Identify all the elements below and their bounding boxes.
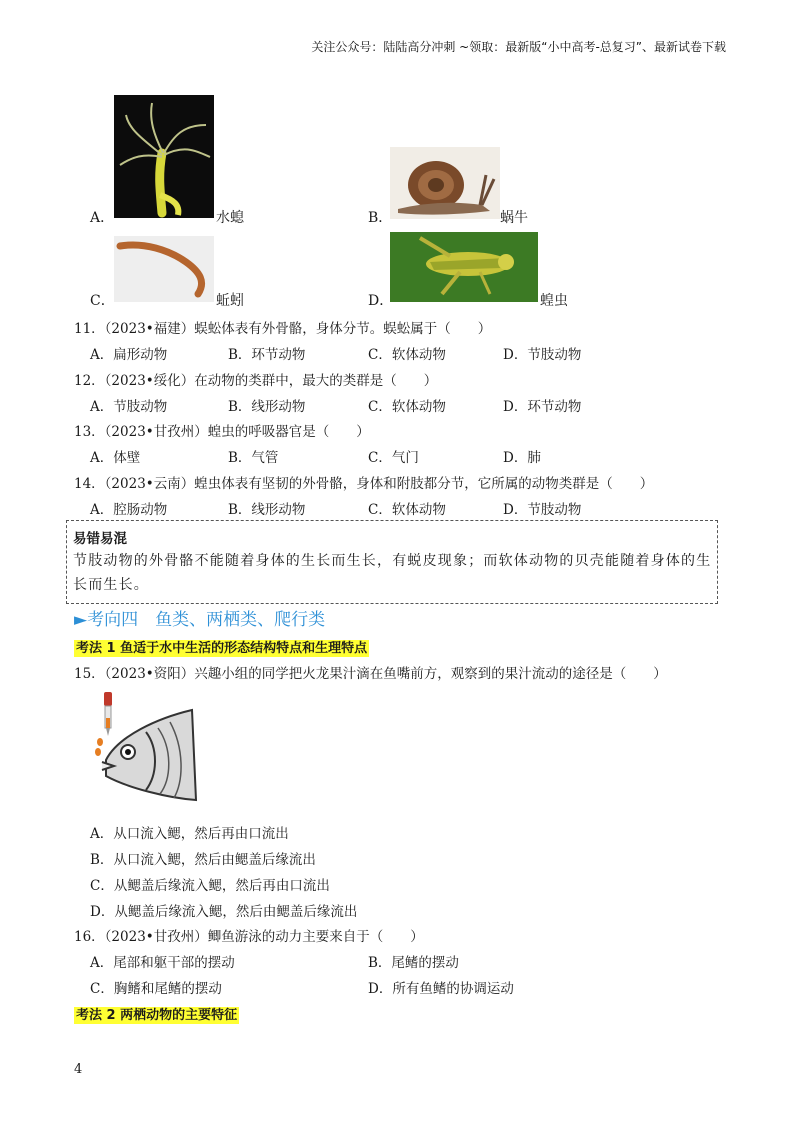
- q15-option-a[interactable]: A．从口流入鳃，然后再由口流出: [90, 826, 289, 842]
- option-d-letter[interactable]: D．: [368, 293, 394, 309]
- q11-option-a[interactable]: A．扁形动物: [90, 347, 168, 363]
- q16-stem: 16．（2023•甘孜州）鲫鱼游泳的动力主要来自于（ ）: [74, 929, 424, 945]
- q12-option-c[interactable]: C．软体动物: [368, 399, 446, 415]
- option-c-letter[interactable]: C．: [90, 293, 115, 309]
- q14-option-c[interactable]: C．软体动物: [368, 502, 446, 518]
- hydra-image: [114, 95, 214, 218]
- fish-dropper-image: [88, 688, 198, 806]
- option-c-name: 蚯蚓: [216, 293, 244, 309]
- q13-option-b[interactable]: B．气管: [228, 450, 279, 466]
- q14-option-a[interactable]: A．腔肠动物: [90, 502, 168, 518]
- q13-option-d[interactable]: D．肺: [503, 450, 541, 466]
- error-prone-text: 节肢动物的外骨骼不能随着身体的生长而生长，有蜕皮现象；而软体动物的贝壳能随着身体的生长而生长。: [73, 553, 712, 593]
- q12-option-d[interactable]: D．环节动物: [503, 399, 582, 415]
- q11-option-d[interactable]: D．节肢动物: [503, 347, 582, 363]
- q12-option-a[interactable]: A．节肢动物: [90, 399, 168, 415]
- q11-option-b[interactable]: B．环节动物: [228, 347, 306, 363]
- locust-image: [390, 232, 538, 302]
- q15-option-c[interactable]: C．从鳃盖后缘流入鳃，然后再由口流出: [90, 878, 330, 894]
- q13-option-c[interactable]: C．气门: [368, 450, 419, 466]
- q12-stem: 12．（2023•绥化）在动物的类群中，最大的类群是（ ）: [74, 373, 438, 389]
- earthworm-image: [114, 236, 214, 302]
- section-title: 考向四 鱼类、两栖类、爬行类: [87, 610, 326, 630]
- option-b-letter[interactable]: B．: [368, 210, 393, 226]
- page-header: 关注公众号：陆陆高分冲刺 ~领取：最新版“小中高考-总复习”、最新试卷下载: [311, 40, 726, 54]
- triangle-marker-icon: ►: [74, 610, 88, 630]
- q16-option-c[interactable]: C．胸鳍和尾鳍的摆动: [90, 981, 222, 997]
- method-2-label: 考法 2 两栖动物的主要特征: [76, 1008, 238, 1023]
- option-a-letter[interactable]: A．: [90, 210, 115, 226]
- page-number: 4: [74, 1062, 83, 1077]
- option-b-name: 蜗牛: [500, 210, 528, 226]
- q14-stem: 14．（2023•云南）蝗虫体表有坚韧的外骨骼，身体和附肢都分节，它所属的动物类群是（ ）: [74, 476, 654, 492]
- snail-image: [390, 147, 500, 219]
- q11-stem: 11．（2023•福建）蜈蚣体表有外骨骼，身体分节。蜈蚣属于（ ）: [74, 321, 492, 337]
- q16-option-d[interactable]: D．所有鱼鳍的协调运动: [368, 981, 514, 997]
- q16-option-a[interactable]: A．尾部和躯干部的摆动: [90, 955, 235, 971]
- q14-option-d[interactable]: D．节肢动物: [503, 502, 582, 518]
- method-1-label: 考法 1 鱼适于水中生活的形态结构特点和生理特点: [76, 641, 368, 656]
- q15-option-b[interactable]: B．从口流入鳃，然后由鳃盖后缘流出: [90, 852, 316, 868]
- error-prone-box: [66, 520, 718, 604]
- q12-option-b[interactable]: B．线形动物: [228, 399, 306, 415]
- q13-option-a[interactable]: A．体壁: [90, 450, 141, 466]
- section-heading: [74, 605, 325, 630]
- q15-stem: 15．（2023•资阳）兴趣小组的同学把火龙果汁滴在鱼嘴前方，观察到的果汁流动的途径是（ ）: [74, 666, 667, 682]
- error-prone-title: 易错易混: [73, 531, 127, 547]
- q16-option-b[interactable]: B．尾鳍的摆动: [368, 955, 459, 971]
- q13-stem: 13．（2023•甘孜州）蝗虫的呼吸器官是（ ）: [74, 424, 370, 440]
- option-d-name: 蝗虫: [540, 293, 568, 309]
- q14-option-b[interactable]: B．线形动物: [228, 502, 306, 518]
- option-a-name: 水螅: [216, 210, 244, 226]
- q15-option-d[interactable]: D．从鳃盖后缘流入鳃，然后由鳃盖后缘流出: [90, 904, 358, 920]
- q11-option-c[interactable]: C．软体动物: [368, 347, 446, 363]
